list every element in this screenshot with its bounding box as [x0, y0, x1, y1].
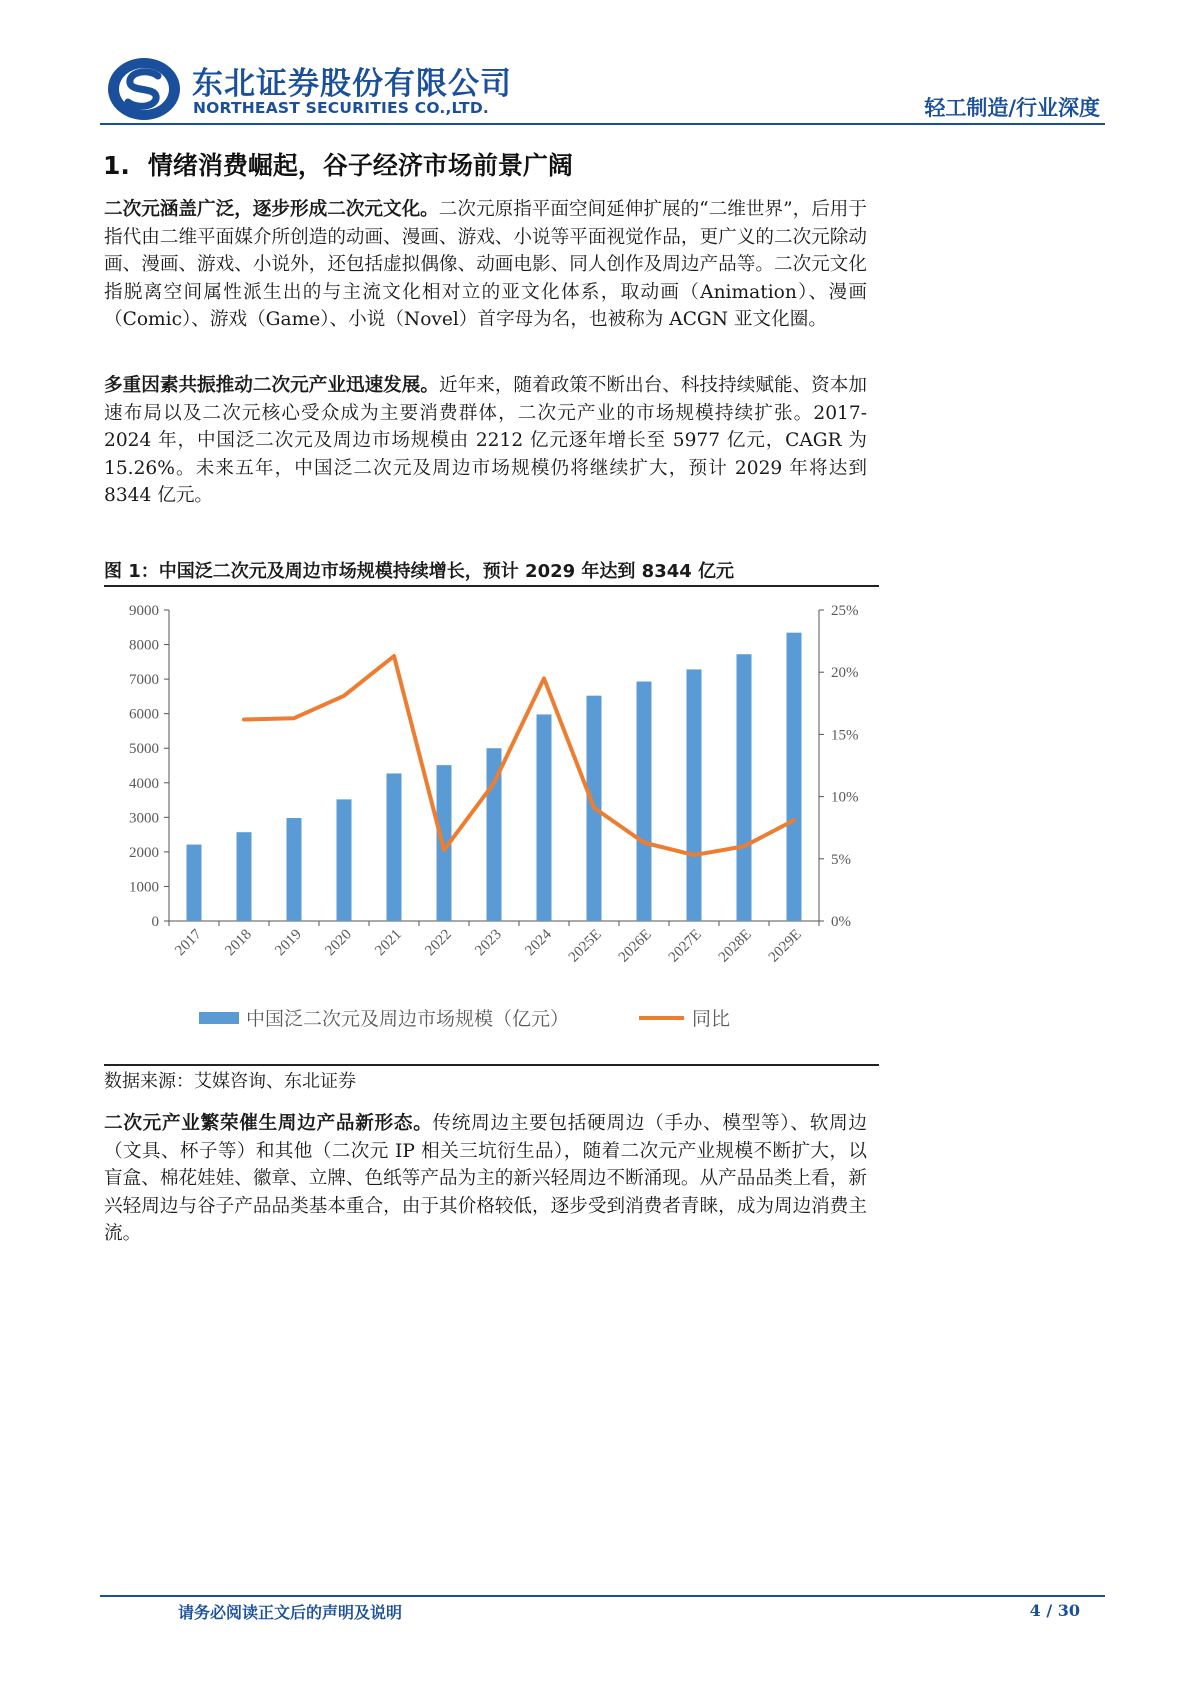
left-axis-tick-label: 8000	[129, 637, 159, 654]
bar-2027E	[687, 669, 702, 921]
right-axis-tick-label: 20%	[831, 665, 859, 682]
left-axis-tick-label: 4000	[129, 775, 159, 792]
left-axis-tick-label: 0	[151, 914, 159, 930]
footer-rule	[100, 1595, 1105, 1597]
x-axis-label-2027E: 2027E	[665, 926, 705, 966]
x-axis-label-2021: 2021	[372, 926, 405, 960]
x-axis-label-2018: 2018	[222, 926, 255, 960]
right-axis-tick-label: 25%	[831, 603, 859, 619]
report-category: 轻工制造/行业深度	[924, 96, 1100, 120]
right-axis-tick-label: 0%	[831, 914, 851, 930]
x-axis-label-2023: 2023	[472, 926, 505, 960]
section-heading	[103, 146, 573, 182]
x-axis-label-2028E: 2028E	[715, 926, 755, 966]
left-axis-tick-label: 5000	[129, 741, 159, 758]
bar-2029E	[787, 633, 802, 921]
bar-2018	[237, 832, 252, 921]
section-number: 1.	[103, 151, 130, 180]
left-axis-tick-label: 2000	[129, 844, 159, 861]
right-axis-tick-label: 15%	[831, 727, 859, 744]
paragraph-lead: 二次元涵盖广泛，逐步形成二次元文化。	[104, 199, 439, 220]
paragraph-peripheral-products	[104, 1110, 867, 1248]
section-title-text: 情绪消费崛起，谷子经济市场前景广阔	[147, 151, 573, 180]
company-logo	[106, 56, 182, 122]
legend-bar-swatch	[199, 1012, 239, 1024]
left-axis-tick-label: 3000	[129, 810, 159, 827]
x-axis-label-2017: 2017	[172, 926, 205, 960]
legend-line-label: 同比	[692, 1009, 731, 1030]
company-name-cn: 东北证券股份有限公司	[192, 66, 512, 102]
yoy-growth-line	[244, 656, 794, 855]
paragraph-lead: 二次元产业繁荣催生周边产品新形态。	[104, 1113, 433, 1134]
bar-2017	[187, 845, 202, 921]
paragraph-body: 近年来，随着政策不断出台、科技持续赋能、资本加速布局以及二次元核心受众成为主要消费群体，二次元产业的市场规模持续扩张。2017-2024 年，中国泛二次元及周边市场规模由 2212 亿元逐年增长至 5977 亿元，CAGR 为 15.26%。未来五年，中国泛二次元及周边市场规模仍将继续扩大，预计 2029 年将达到 8344 亿元。	[104, 375, 867, 506]
left-axis-tick-label: 1000	[129, 879, 159, 896]
bar-2026E	[637, 682, 652, 921]
bar-2021	[387, 773, 402, 921]
market-size-chart	[104, 590, 879, 1060]
legend-bar-label: 中国泛二次元及周边市场规模（亿元）	[246, 1009, 570, 1030]
bar-2020	[337, 799, 352, 921]
page-number: 4 / 30	[1029, 1601, 1080, 1620]
figure-top-rule	[104, 585, 879, 587]
right-axis-tick-label: 5%	[831, 851, 851, 868]
figure-source: 数据来源：艾媒咨询、东北证券	[104, 1071, 356, 1092]
bar-2028E	[737, 654, 752, 921]
company-name-en: NORTHEAST SECURITIES CO.,LTD.	[193, 99, 489, 117]
x-axis-label-2019: 2019	[272, 926, 305, 960]
footer-disclaimer: 请务必阅读正文后的声明及说明	[178, 1603, 403, 1622]
left-axis-tick-label: 6000	[129, 706, 159, 723]
right-axis-tick-label: 10%	[831, 789, 859, 806]
bar-2019	[287, 818, 302, 921]
x-axis-label-2020: 2020	[322, 926, 355, 960]
x-axis-label-2022: 2022	[422, 926, 455, 960]
left-axis-tick-label: 9000	[129, 603, 159, 619]
figure-title: 图 1：中国泛二次元及周边市场规模持续增长，预计 2029 年达到 8344 亿元	[104, 561, 735, 582]
x-axis-label-2024: 2024	[522, 926, 555, 960]
paragraph-acgn-culture	[104, 196, 867, 334]
paragraph-body: 传统周边主要包括硬周边（手办、模型等）、软周边（文具、杯子等）和其他（二次元 IP 相关三坑衍生品），随着二次元产业规模不断扩大，以盲盒、棉花娃娃、徽章、立牌、色纸等产品为主的新兴轻周边不断涌现。从产品品类上看，新兴轻周边与谷子产品品类基本重合，由于其价格较低，逐步受到消费者青睐，成为周边消费主流。	[104, 1113, 867, 1244]
paragraph-body: 二次元原指平面空间延伸扩展的“二维世界”，后用于指代由二维平面媒介所创造的动画、漫画、游戏、小说等平面视觉作品，更广义的二次元除动画、漫画、游戏、小说外，还包括虚拟偶像、动画电影、同人创作及周边产品等。二次元文化指脱离空间属性派生出的与主流文化相对立的亚文化体系，取动画（Animation）、漫画（Comic）、游戏（Game）、小说（Novel）首字母为名，也被称为 ACGN 亚文化圈。	[104, 199, 867, 330]
figure-bottom-rule	[104, 1064, 879, 1066]
x-axis-label-2026E: 2026E	[615, 926, 655, 966]
bar-2024	[537, 714, 552, 921]
paragraph-lead: 多重因素共振推动二次元产业迅速发展。	[104, 375, 439, 396]
x-axis-label-2025E: 2025E	[565, 926, 605, 966]
x-axis-label-2029E: 2029E	[765, 926, 805, 966]
header-rule	[100, 123, 1105, 125]
left-axis-tick-label: 7000	[129, 672, 159, 689]
paragraph-industry-growth	[104, 372, 867, 510]
